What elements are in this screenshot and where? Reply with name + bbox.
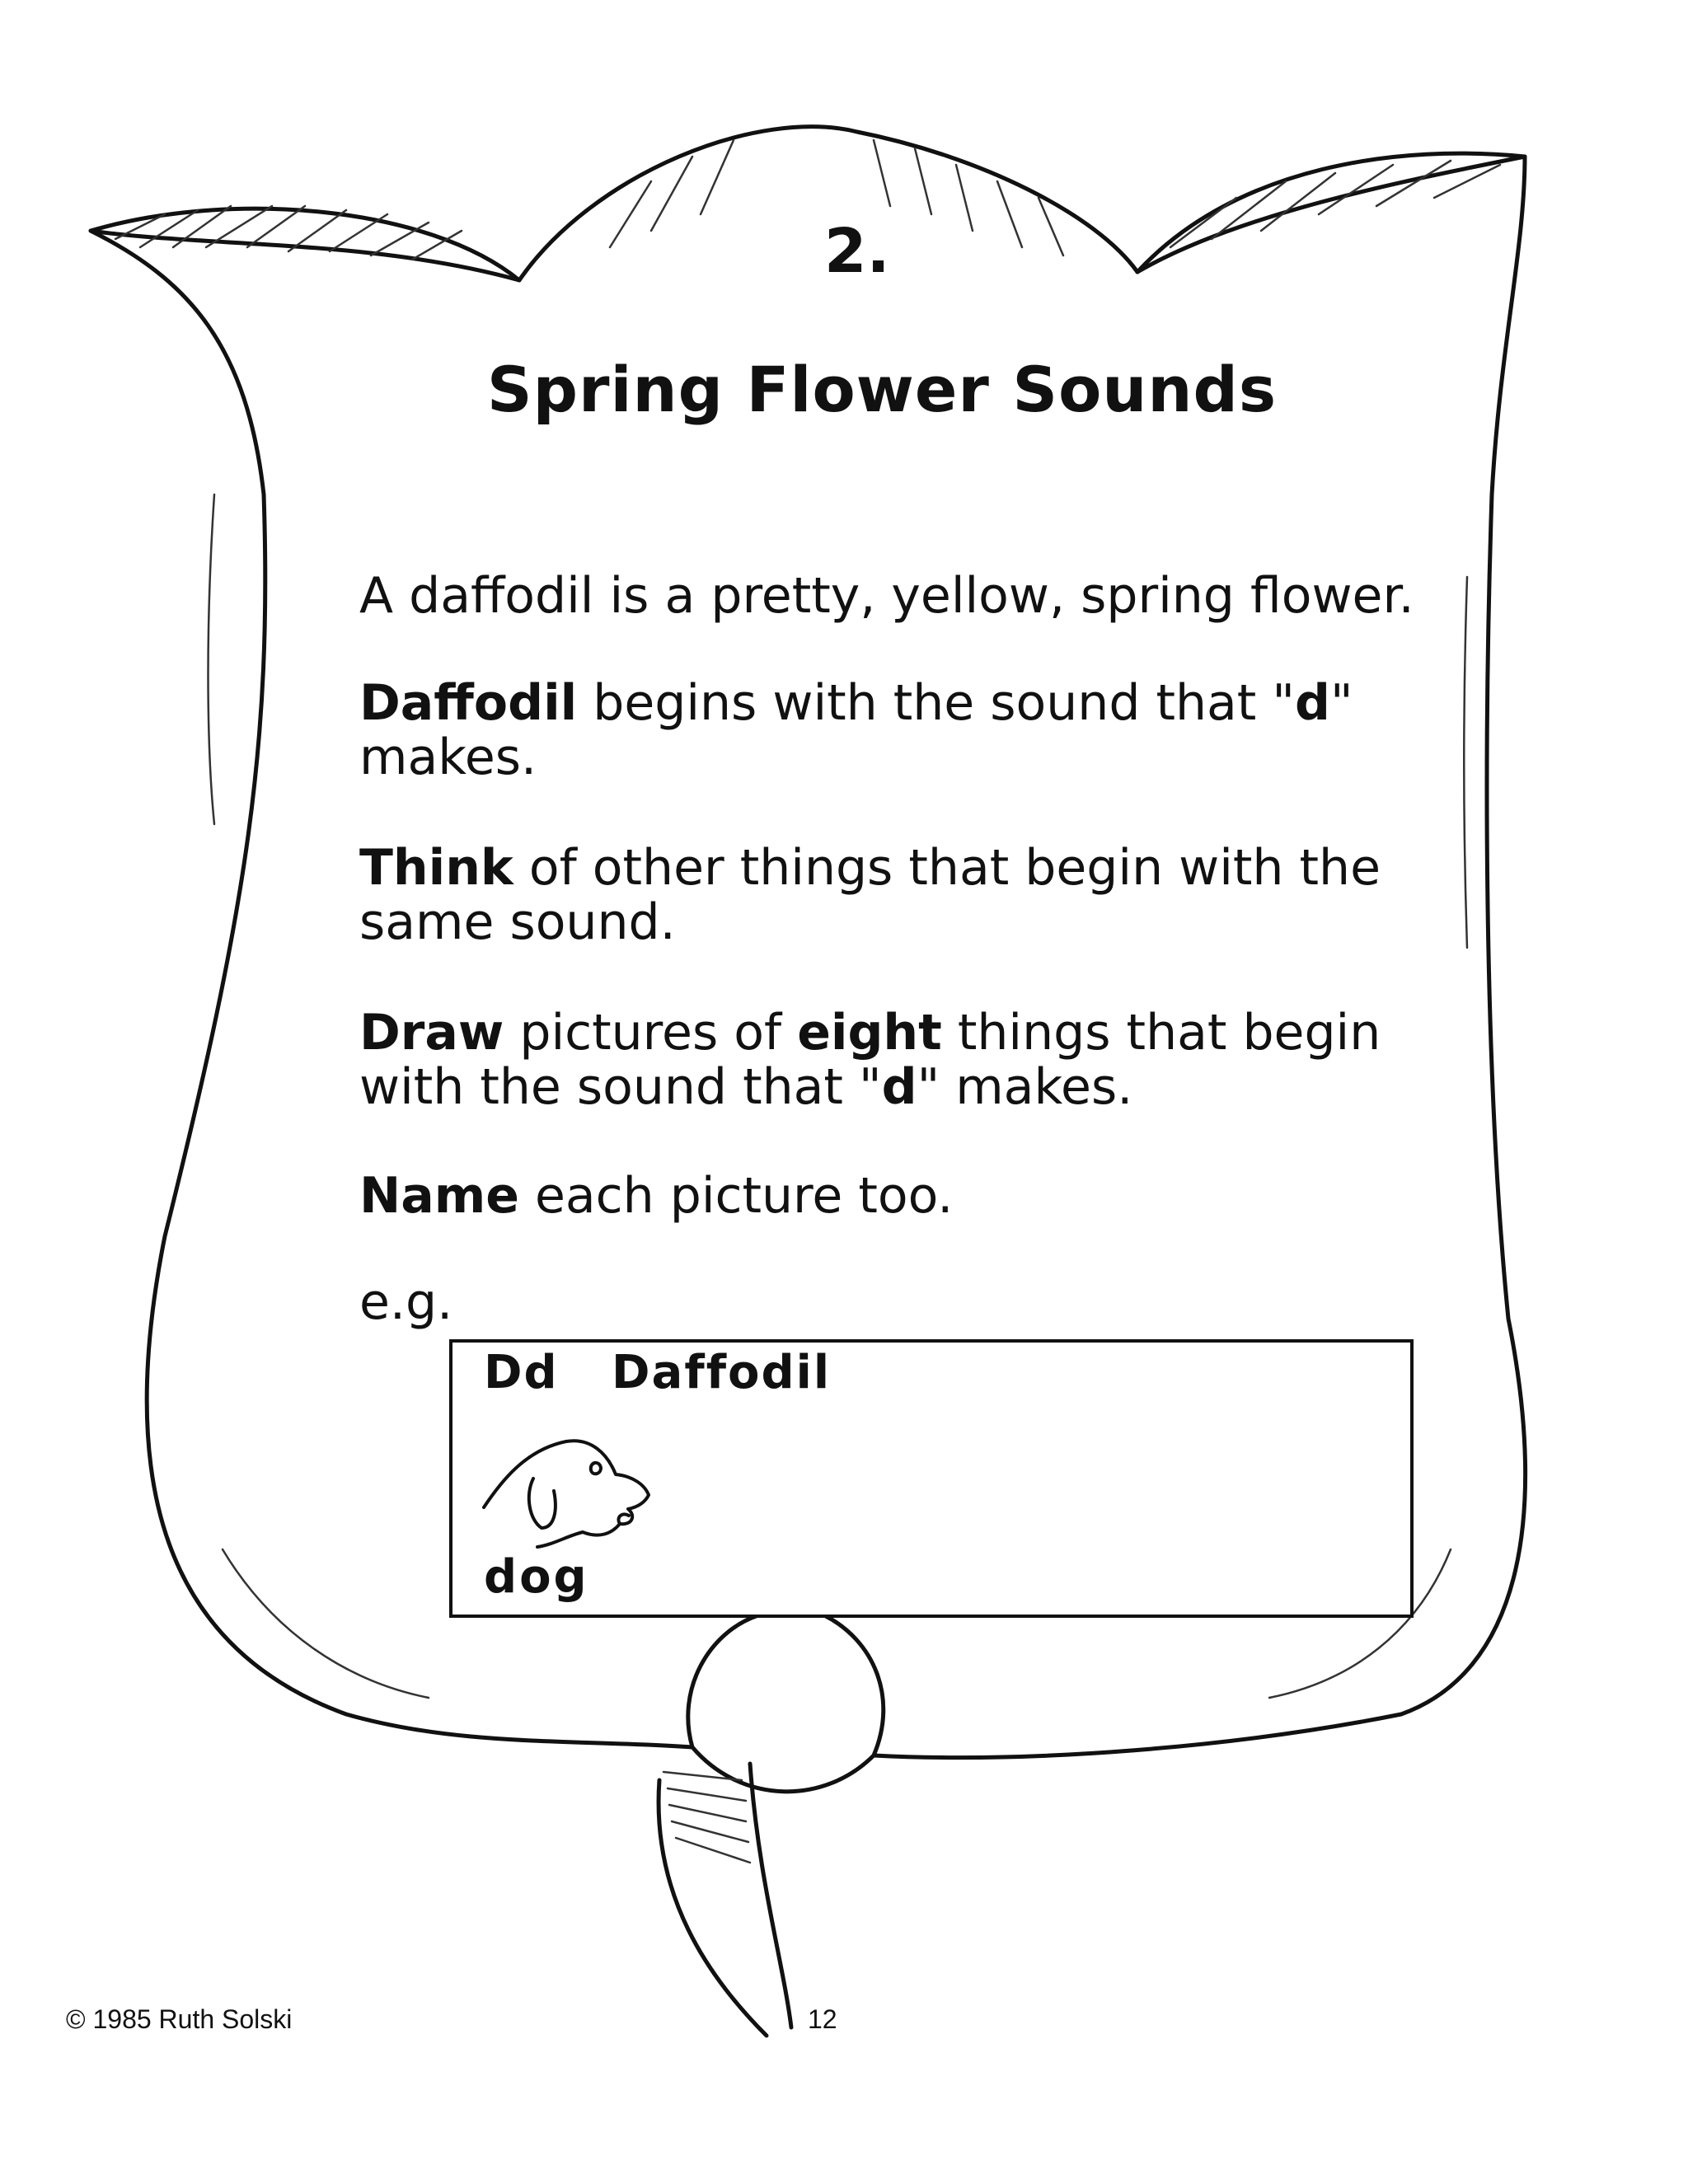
example-heading: Dd Daffodil xyxy=(484,1346,832,1399)
instruction-text: each picture too. xyxy=(518,1167,954,1225)
instruction-text: begins with the sound that " xyxy=(577,674,1295,732)
worksheet-number: 2. xyxy=(824,216,890,287)
tulip-stem xyxy=(659,1780,767,2036)
instruction-intro: A daffodil is a pretty, yellow, spring flower. xyxy=(359,567,1414,625)
bold-letter: d xyxy=(1295,674,1330,732)
instruction-text: of other things that begin with the same sound. xyxy=(359,839,1381,951)
example-box xyxy=(449,1339,1414,1618)
instruction-text: " makes. xyxy=(359,674,1353,786)
example-word: dog xyxy=(484,1550,589,1604)
instruction-daffodil xyxy=(359,676,1456,785)
copyright-notice: © 1985 Ruth Solski xyxy=(66,2004,293,2034)
instruction-text: " makes. xyxy=(917,1058,1133,1116)
bold-word: Think xyxy=(359,839,513,897)
page-number: 12 xyxy=(808,2004,837,2034)
bold-word: Draw xyxy=(359,1004,504,1062)
page-title: Spring Flower Sounds xyxy=(486,353,1278,426)
instruction-text: things that begin with the sound that " xyxy=(359,1004,1381,1116)
instruction-think xyxy=(359,841,1456,949)
instruction-draw xyxy=(359,1005,1456,1114)
dog-head-icon xyxy=(476,1425,665,1549)
instruction-text: pictures of xyxy=(504,1004,798,1062)
instruction-name xyxy=(359,1169,1456,1223)
bold-word: Name xyxy=(359,1167,519,1225)
bold-word: eight xyxy=(797,1004,942,1062)
example-label: e.g. xyxy=(359,1273,453,1331)
bold-letter: d xyxy=(881,1058,917,1116)
bold-word: Daffodil xyxy=(359,674,578,732)
